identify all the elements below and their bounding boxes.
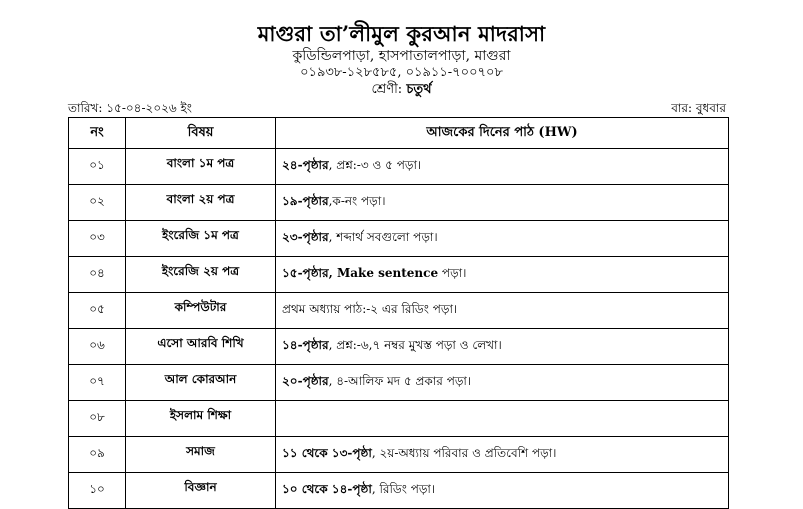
row-homework [276, 293, 729, 329]
table-row [69, 365, 729, 401]
row-homework [276, 257, 729, 293]
row-subject: ইসলাম শিক্ষা [126, 401, 276, 437]
homework-page: ১১ থেকে ১৩-পৃষ্ঠা [282, 445, 372, 460]
row-subject: বিজ্ঞান [126, 473, 276, 509]
row-serial: ০১ [69, 149, 126, 185]
homework-task: , শব্দার্থ সবগুলো পড়া। [328, 229, 438, 244]
table-row [69, 437, 729, 473]
table-row [69, 473, 729, 509]
row-homework [276, 365, 729, 401]
header-subject: বিষয় [126, 118, 276, 149]
row-serial: ০৮ [69, 401, 126, 437]
class-value: চতুর্থ [406, 82, 432, 97]
homework-page: ১৪-পৃষ্ঠার [282, 337, 329, 352]
row-serial: ০৪ [69, 257, 126, 293]
homework-task: ,ক-নং পড়া। [328, 193, 386, 208]
homework-page: ১৫-পৃষ্ঠার, Make sentence [282, 265, 439, 280]
class-label: শ্রেণী: [371, 82, 403, 97]
homework-page: ১৯-পৃষ্ঠার [282, 193, 329, 208]
row-subject: সমাজ [126, 437, 276, 473]
row-homework [276, 221, 729, 257]
row-subject: ইংরেজি ২য় পত্র [126, 257, 276, 293]
row-homework [276, 437, 729, 473]
row-homework [276, 473, 729, 509]
table-row [69, 401, 729, 437]
homework-page: ২৪-পৃষ্ঠার [282, 157, 329, 172]
homework-task: , ৪-আলিফ মদ ৫ প্রকার পড়া। [328, 373, 472, 388]
row-homework [276, 401, 729, 437]
row-subject: বাংলা ২য় পত্র [126, 185, 276, 221]
table-row [69, 293, 729, 329]
row-subject: আল কোরআন [126, 365, 276, 401]
homework-task: , ২য়-অধ্যায় পরিবার ও প্রতিবেশি পড়া। [371, 445, 557, 460]
row-homework [276, 149, 729, 185]
homework-task: , রিডিং পড়া। [371, 481, 436, 496]
row-serial: ০২ [69, 185, 126, 221]
homework-task: প্রথম অধ্যায় পাঠ:-২ এর রিডিং পড়া। [282, 301, 458, 316]
homework-task: , প্রশ্ন:-৩ ও ৫ পড়া। [328, 157, 422, 172]
homework-table [68, 117, 729, 509]
table-row [69, 185, 729, 221]
table-row [69, 149, 729, 185]
homework-task: , প্রশ্ন:-৬,৭ নম্বর মুখস্ত পড়া ও লেখা। [328, 337, 502, 352]
school-address: কুডিন্ডিলপাড়া, হাসপাতালপাড়া, মাগুরা [292, 48, 511, 64]
date-text: তারিখ: ১৫-০৪-২০২৬ ইং [68, 101, 192, 115]
school-name: মাগুরা তা’লীমুল কুরআন মাদরাসা [257, 21, 546, 46]
row-serial: ০৬ [69, 329, 126, 365]
table-row [69, 221, 729, 257]
row-serial: ০৫ [69, 293, 126, 329]
row-serial: ০৭ [69, 365, 126, 401]
school-phones: ০১৯৩৮-১২৮৫৮৫, ০১৯১১-৭০০৭০৮ [300, 65, 503, 80]
table-row [69, 329, 729, 365]
homework-task: পড়া। [438, 265, 467, 280]
header-homework: আজকের দিনের পাঠ (HW) [276, 118, 729, 149]
class-line [0, 81, 803, 98]
row-subject: ইংরেজি ১ম পত্র [126, 221, 276, 257]
homework-page: ২০-পৃষ্ঠার [282, 373, 329, 388]
homework-page: ২৩-পৃষ্ঠার [282, 229, 329, 244]
row-serial: ০৯ [69, 437, 126, 473]
table-row [69, 257, 729, 293]
table-header-row [69, 118, 729, 149]
row-subject: এসো আরবি শিখি [126, 329, 276, 365]
day-text: বার: বুধবার [671, 101, 726, 115]
row-homework [276, 329, 729, 365]
header-serial: নং [69, 118, 126, 149]
row-serial: ০৩ [69, 221, 126, 257]
row-homework [276, 185, 729, 221]
document-header [0, 20, 803, 98]
row-serial: ১০ [69, 473, 126, 509]
homework-page: ১০ থেকে ১৪-পৃষ্ঠা [282, 481, 372, 496]
row-subject: কম্পিউটার [126, 293, 276, 329]
row-subject: বাংলা ১ম পত্র [126, 149, 276, 185]
